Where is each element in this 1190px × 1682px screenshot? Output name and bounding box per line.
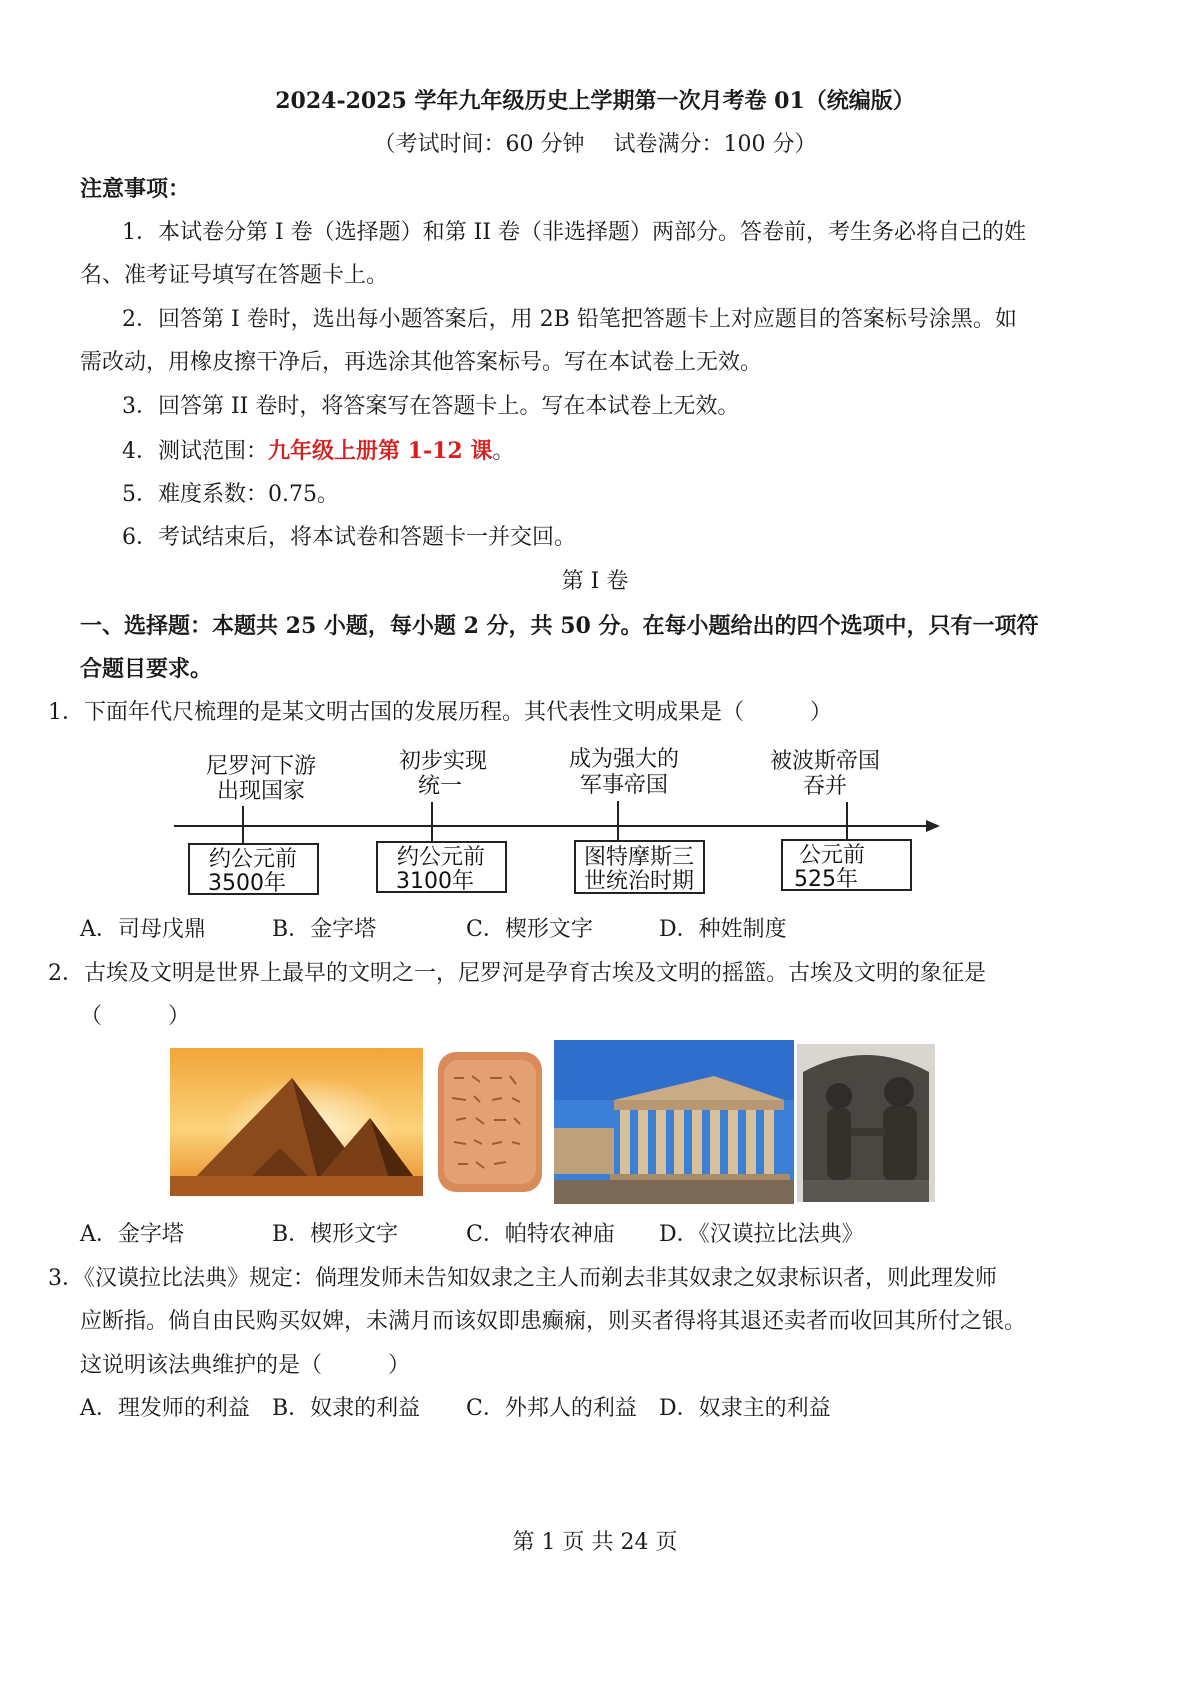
q3-option-d: D．奴隶主的利益 — [659, 1396, 831, 1421]
event-4-date-1: 公元前 — [798, 843, 866, 868]
q2-option-c: C．帕特农神庙 — [466, 1222, 615, 1247]
event-4-date-2: 525年 — [794, 867, 858, 892]
q1-option-a: A．司母戊鼎 — [80, 917, 206, 942]
notice-item-2: 2．回答第 I 卷时，选出每小题答案后，用 2B 铅笔把答题卡上对应题目的答案标号涂黑。如 — [122, 307, 1017, 332]
question-2-stem: 2．古埃及文明是世界上最早的文明之一，尼罗河是孕育古埃及文明的摇篮。古埃及文明的象征是 — [48, 961, 987, 986]
question-1-stem: 1．下面年代尺梳理的是某文明古国的发展历程。其代表性文明成果是（ ） — [48, 700, 832, 725]
notice-item-5: 5．难度系数：0.75。 — [122, 482, 339, 507]
notice-item-2-cont: 需改动，用橡皮擦干净后，再选涂其他答案标号。写在本试卷上无效。 — [80, 350, 763, 375]
event-1-date-1: 约公元前 — [208, 847, 298, 872]
timeline-event-4 — [770, 749, 911, 892]
notice-heading: 注意事项： — [80, 176, 191, 202]
event-3-date-1: 图特摩斯三 — [583, 845, 695, 870]
volume-title: 第 I 卷 — [561, 569, 629, 594]
question-3-stem: 3．《汉谟拉比法典》规定：倘理发师未告知奴隶之主人而剃去非其奴隶之奴隶标识者，则此理发师 — [48, 1266, 998, 1291]
page-title: 2024-2025 学年九年级历史上学期第一次月考卷 01（统编版） — [275, 88, 915, 114]
event-1-label-2: 出现国家 — [216, 779, 306, 804]
notice-item-4-prefix: 4．测试范围： — [122, 439, 268, 464]
q1-option-b: B．金字塔 — [272, 917, 377, 942]
q2-option-d: D．《汉谟拉比法典》 — [659, 1222, 864, 1247]
timeline-event-3 — [569, 747, 704, 894]
timeline-diagram — [170, 738, 950, 908]
event-3-label-2: 军事帝国 — [579, 773, 669, 798]
event-3-date-2: 世统治时期 — [583, 869, 695, 894]
event-3-label-1: 成为强大的 — [568, 747, 680, 772]
question-3-stem-cont-2: 这说明该法典维护的是（ ） — [80, 1353, 411, 1378]
notice-item-4 — [122, 436, 514, 467]
q2-option-b: B．楔形文字 — [272, 1222, 399, 1247]
notice-item-3: 3．回答第 II 卷时，将答案写在答题卡上。写在本试卷上无效。 — [122, 394, 740, 419]
event-2-label-2: 统一 — [417, 774, 463, 799]
q3-option-b: B．奴隶的利益 — [272, 1396, 421, 1421]
event-2-date-1: 约公元前 — [396, 845, 486, 870]
notice-item-6: 6．考试结束后，将本试卷和答题卡一并交回。 — [122, 525, 576, 550]
q3-option-a: A．理发师的利益 — [80, 1396, 250, 1421]
event-1-label-1: 尼罗河下游 — [205, 754, 317, 779]
hammurabi-stele-image — [797, 1044, 935, 1202]
question-2-stem-cont: （ ） — [80, 1004, 191, 1029]
parthenon-image — [554, 1040, 794, 1204]
q1-option-d: D．种姓制度 — [659, 917, 787, 942]
section-heading: 一、选择题：本题共 25 小题，每小题 2 分，共 50 分。在每小题给出的四个选项中，只有一项符 — [80, 613, 1039, 639]
timeline-arrow — [926, 820, 940, 832]
event-2-label-1: 初步实现 — [398, 749, 488, 774]
event-2-date-2: 3100年 — [396, 869, 474, 894]
q2-option-a: A．金字塔 — [80, 1222, 184, 1247]
timeline-event-2 — [377, 749, 506, 894]
exam-info: （考试时间：60 分钟 试卷满分：100 分） — [373, 132, 817, 157]
notice-item-1-cont: 名、准考证号填写在答题卡上。 — [80, 263, 389, 288]
section-heading-cont: 合题目要求。 — [80, 656, 213, 682]
notice-item-1: 1．本试卷分第 I 卷（选择题）和第 II 卷（非选择题）两部分。答卷前，考生务必将自己的姓 — [122, 220, 1027, 245]
event-4-label-2: 吞并 — [802, 774, 848, 799]
cuneiform-tablet-image — [432, 1048, 548, 1196]
page-number: 第 1 页 共 24 页 — [512, 1530, 678, 1555]
q1-option-c: C．楔形文字 — [466, 917, 593, 942]
test-range: 九年级上册第 1-12 课 — [268, 438, 493, 464]
event-1-date-2: 3500年 — [208, 871, 286, 896]
q3-option-c: C．外邦人的利益 — [466, 1396, 637, 1421]
notice-item-4-suffix: 。 — [492, 439, 515, 464]
pyramids-image — [170, 1048, 423, 1196]
event-4-label-1: 被波斯帝国 — [769, 749, 881, 774]
question-3-stem-cont-1: 应断指。倘自由民购买奴婢，未满月而该奴即患癫痫，则买者得将其退还卖者而收回其所付之银。 — [80, 1309, 1027, 1334]
